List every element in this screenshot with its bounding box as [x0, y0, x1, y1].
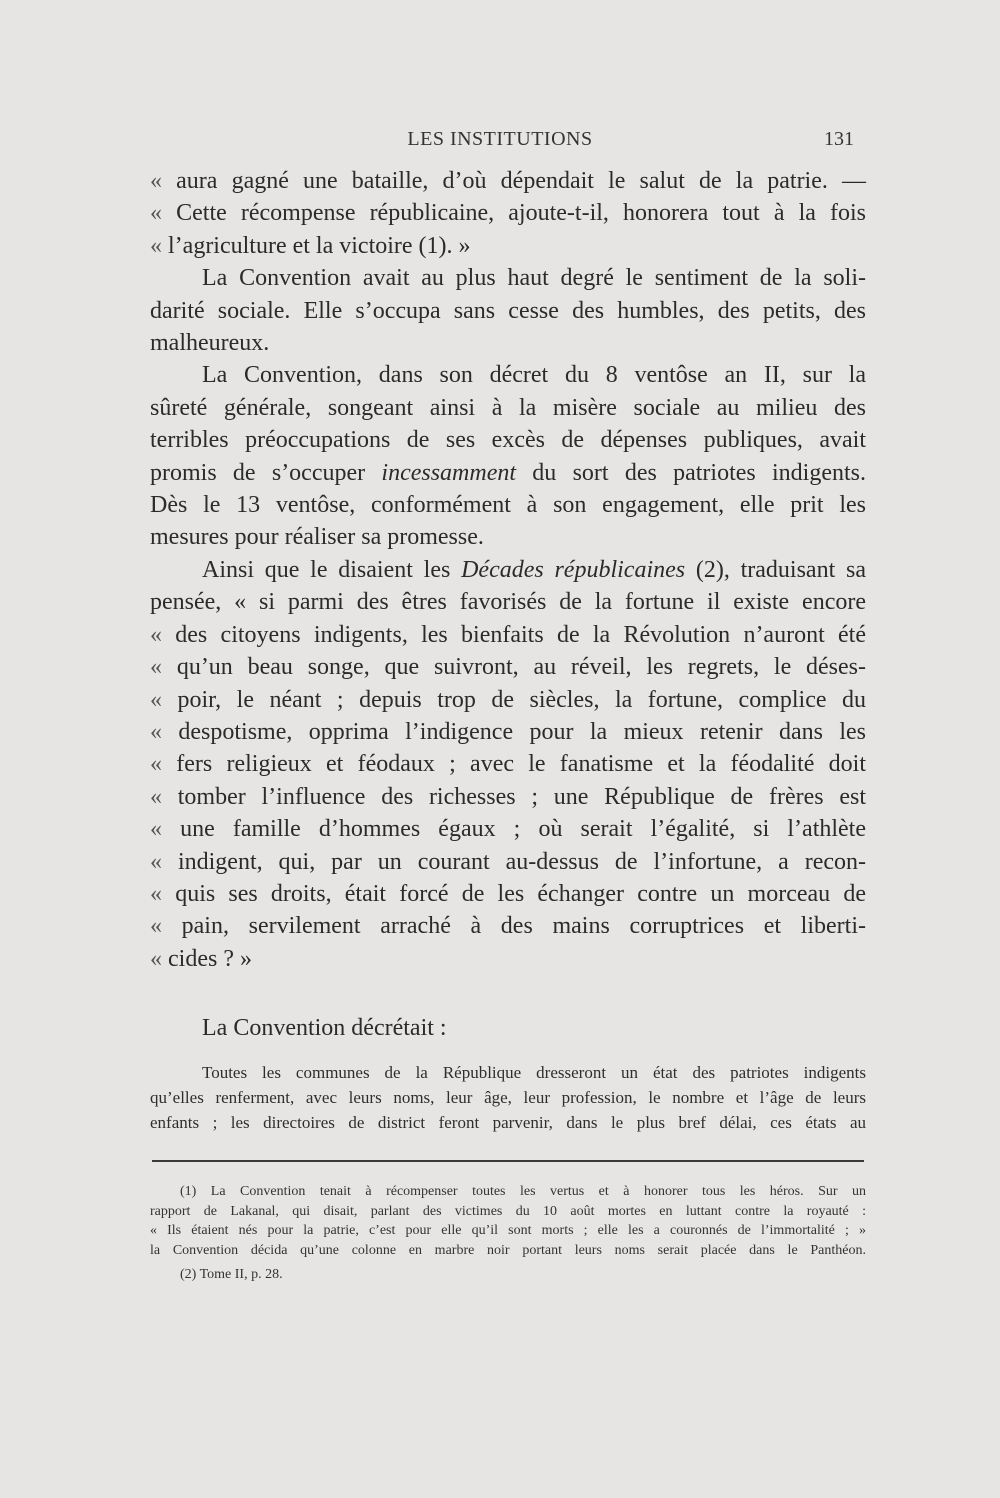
body-line: « Cette récompense républicaine, ajoute-t-il, honorera tout à la fois: [150, 200, 867, 227]
body-text: [150, 165, 866, 975]
footnote-1-line: « Ils étaient nés pour la patrie, c’est pour elle qu’il sont morts ; elle les a couronnés de l’immortalité ; »: [150, 1223, 866, 1238]
body-line: « une famille d’hommes égaux ; où serait l’égalité, si l’athlète: [150, 816, 867, 843]
decree-line: enfants ; les directoires de district feront parvenir, dans le plus bref délai, ces états au: [150, 1113, 866, 1132]
body-line: darité sociale. Elle s’occupa sans cesse des humbles, des petits, des: [150, 297, 866, 324]
italic-term: incessamment: [381, 459, 517, 486]
decree-line: qu’elles renferment, avec leurs noms, leur âge, leur profession, le nombre et l’âge de leurs: [150, 1088, 866, 1107]
decree-text: [150, 1060, 866, 1135]
body-line: pensée, « si parmi des êtres favorisés de la fortune il existe encore: [150, 589, 866, 616]
body-line: « poir, le néant ; depuis trop de siècles, la fortune, complice du: [150, 686, 866, 713]
body-line: « l’agriculture et la victoire (1). »: [150, 232, 471, 259]
body-line: Dès le 13 ventôse, conformément à son engagement, elle prit les: [150, 492, 866, 519]
body-line: sûreté générale, songeant ainsi à la misère sociale au milieu des: [150, 394, 866, 421]
footnote-1-line: rapport de Lakanal, qui disait, parlant des victimes du 10 août mortes en luttant contre la royauté :: [150, 1203, 866, 1219]
body-line: La Convention avait au plus haut degré le sentiment de la soli-: [202, 265, 866, 292]
body-line: « des citoyens indigents, les bienfaits de la Révolution n’auront été: [150, 621, 866, 648]
body-line: « pain, servilement arraché à des mains corruptrices et liberti-: [150, 913, 866, 940]
body-line: « cides ? »: [150, 945, 252, 972]
body-line: « indigent, qui, par un courant au-dessus de l’infortune, a recon-: [150, 848, 866, 875]
footnote-2: (2) Tome II, p. 28.: [180, 1267, 283, 1282]
decree-line: Toutes les communes de la République dresseront un état des patriotes indigents: [202, 1063, 866, 1082]
page-number: 131: [824, 128, 854, 150]
body-line: « qu’un beau songe, que suivront, au réveil, les regrets, le déses-: [150, 654, 867, 681]
running-header: LES INSTITUTIONS: [407, 128, 593, 150]
footnotes: [150, 1182, 866, 1285]
body-line: « aura gagné une bataille, d’où dépendait le salut de la patrie. —: [150, 168, 867, 194]
body-line: La Convention, dans son décret du 8 ventôse an II, sur la: [202, 362, 866, 389]
body-line: « tomber l’influence des richesses ; une République de frères est: [150, 783, 867, 810]
italic-title: Décades républicaines: [461, 556, 686, 583]
body-line: mesures pour réaliser sa promesse.: [150, 524, 484, 551]
footnote-1-line: la Convention décida qu’une colonne en marbre noir portant leurs noms serait placée dans le Panthéon.: [150, 1242, 866, 1258]
body-line: « despotisme, opprima l’indigence pour la mieux retenir dans les: [150, 718, 867, 745]
body-line: « fers religieux et féodaux ; avec le fanatisme et la féodalité doit: [150, 751, 867, 778]
body-line: malheureux.: [150, 330, 270, 357]
footnote-divider: [152, 1160, 864, 1162]
decree-heading: La Convention décrétait :: [202, 1015, 447, 1041]
body-line: terribles préoccupations de ses excès de dépenses publiques, avait: [150, 427, 866, 454]
body-line: Ainsi que le disaient les Décades républicaines (2), traduisant sa: [202, 556, 866, 583]
footnote-1-line: (1) La Convention tenait à récompenser toutes les vertus et à honorer tous les héros. Sur un: [180, 1184, 866, 1199]
body-line: « quis ses droits, était forcé de les échanger contre un morceau de: [150, 880, 866, 907]
body-line: promis de s’occuper incessamment du sort des patriotes indigents.: [150, 459, 866, 486]
